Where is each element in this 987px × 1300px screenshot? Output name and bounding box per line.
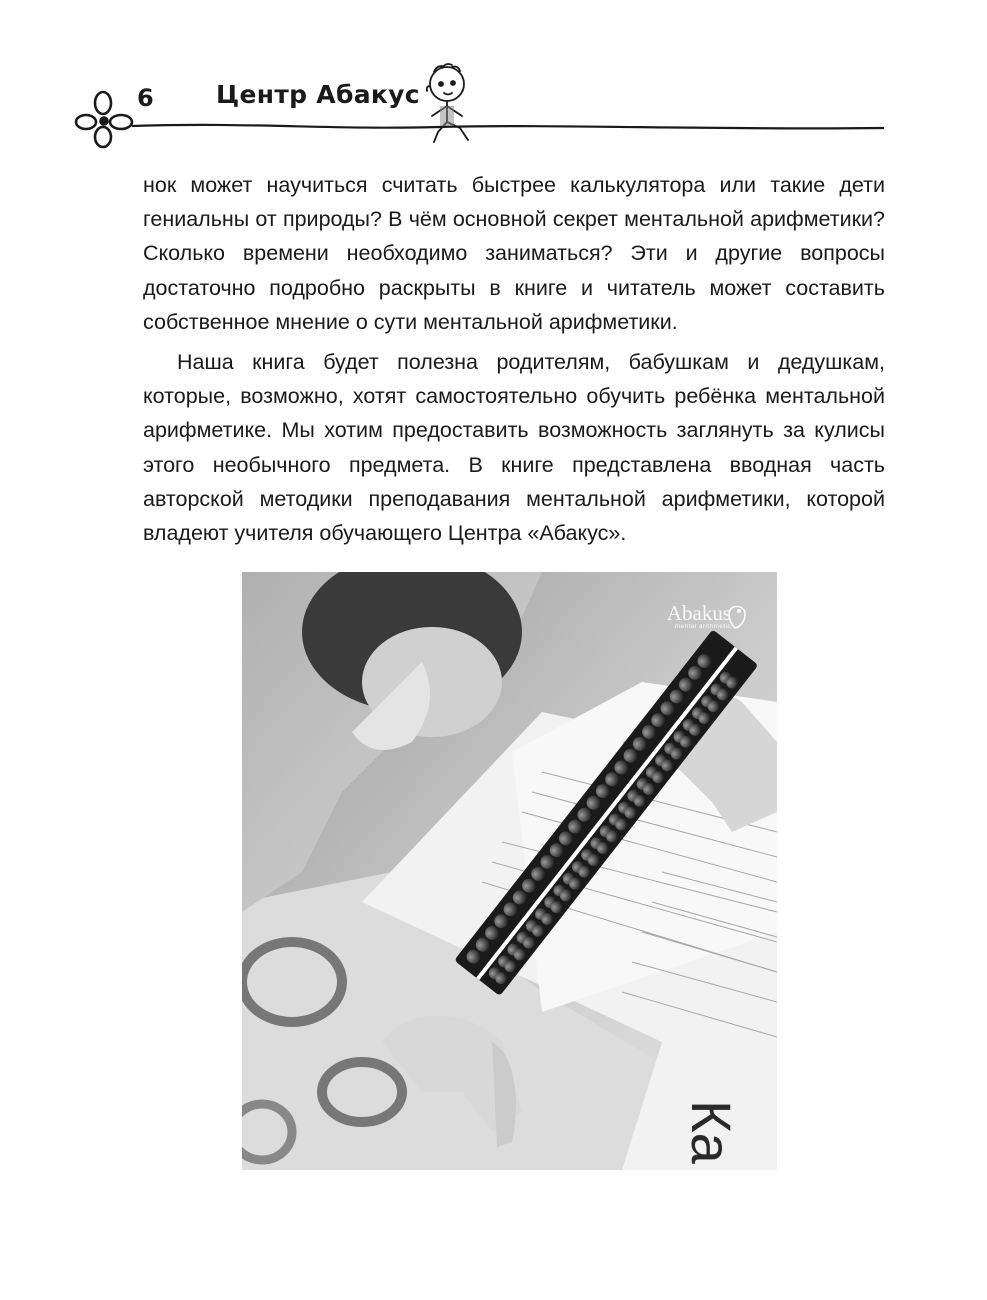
watermark: [667, 603, 731, 630]
corner-text: Ка: [680, 1100, 743, 1164]
flower-icon: [0, 0, 987, 160]
stick-figure-child-icon: [410, 62, 480, 152]
bird-logo-icon: [725, 600, 749, 630]
body-text: [143, 168, 885, 550]
watermark-subtitle: mental arithmetic: [674, 623, 731, 630]
abacus-photo: [242, 572, 777, 1170]
running-title: Центр Абакус: [216, 80, 420, 109]
paragraph: Наша книга будет полезна родителям, бабушкам и дедушкам, которые, возможно, хотят самостоятельно обучить ребёнка ментальной арифметике. Мы хотим предоставить возможность заглянуть за кулисы этого необычного предмета. В книге представлена вводная часть авторской методики преподавания ментальной арифметики, которой владеют учителя обучающего Центра «Абакус».: [143, 350, 885, 546]
page-header: [0, 0, 987, 160]
watermark-name: Abakus: [666, 601, 731, 625]
paragraph: нок может научиться считать быстрее калькулятора или такие дети гениальны от природы? В чём основной секрет ментальной арифметики? Сколько времени необходимо заниматься? Эти и другие вопросы достаточно подробно раскрыты в книге и читатель может составить собственное мнение о сути ментальной арифметики.: [143, 173, 885, 334]
page-number: 6: [137, 84, 154, 112]
